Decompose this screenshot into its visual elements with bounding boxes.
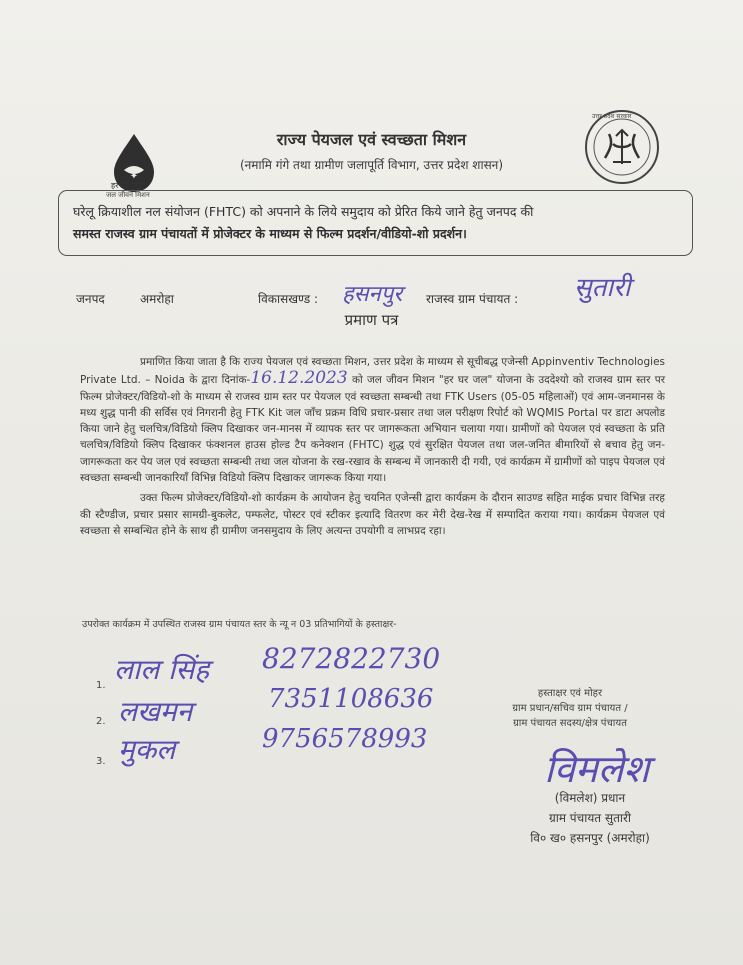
org-subtitle: (नमामि गंगे तथा ग्रामीण जलापूर्ति विभाग, उत्तर प्रदेश शासन): [239, 158, 504, 172]
district-label: जनपद: [76, 292, 105, 306]
participant-1-name: लाल सिंह: [114, 653, 210, 686]
logo-caption-2: जल जीवन मिशन: [106, 191, 150, 199]
block-handwritten-value: हसनपुर: [342, 282, 403, 307]
org-title: राज्य पेयजल एवं स्वच्छता मिशन: [276, 130, 467, 149]
pradhan-signature: विमलेश: [544, 747, 650, 791]
block-label: विकासखण्ड :: [258, 292, 319, 306]
participant-3-number: 3.: [96, 756, 106, 767]
panchayat-handwritten-value: सुतारी: [574, 273, 631, 303]
subject-line-1: घरेलू क्रियाशील नल संयोजन (FHTC) को अपनाने के लिये समुदाय को प्रेरित किये जाने हेतु जनपद की: [73, 204, 534, 219]
svg-text:✦: ✦: [129, 171, 139, 182]
body-paragraph-1: [80, 354, 665, 486]
stamp-line-1: (विमलेश) प्रधान: [554, 791, 626, 805]
handwritten-date: 16.12.2023: [250, 368, 348, 389]
stamp-line-2: ग्राम पंचायत सुतारी: [548, 811, 632, 825]
participant-1-phone: 8272822730: [262, 642, 441, 675]
stamp-line-3: वि० ख० हसनपुर (अमरोहा): [530, 831, 650, 845]
participant-2-phone: 7351108636: [268, 684, 434, 714]
body-text-1a: प्रमाणित किया जाता है कि राज्य पेयजल एवं स्वच्छता मिशन, उत्तर प्रदेश के माध्यम से सूचीबद्ध एजेन्सी Appinventiv Technologies Private Ltd. – Noida के द्वारा दिनांक-: [80, 356, 665, 387]
signature-label-3: ग्राम पंचायत सदस्य/क्षेत्र पंचायत: [513, 718, 627, 729]
participant-2-number: 2.: [96, 716, 106, 727]
signature-label-1: हस्ताक्षर एवं मोहर: [537, 688, 603, 699]
subject-box: [58, 190, 693, 256]
logo-caption-1: हर घर जल: [111, 181, 143, 190]
body-paragraph-2: उक्त फिल्म प्रोजेक्टर/विडियो-शो कार्यक्रम के आयोजन हेतु चयनित एजेन्सी द्वारा कार्यक्रम के दौरान साउण्ड सहित माईक प्रचार विभिन्न तरह की स्टैण्डीज, प्रचार प्रसार सामग्री-बुकलेट, पम्फलेट, पोस्टर एवं स्टीकर इत्यादि वितरण कर मेरी देख-रेख में सम्पादित कराया गया। कार्यक्रम पेयजल एवं स्वच्छता से सम्बन्धित होने के साथ ही ग्रामीण जनसमुदाय के लिए अत्यन्त उपयोगी व लाभप्रद रहा।: [80, 492, 665, 537]
signature-label: [480, 686, 660, 731]
participant-2-name: लखमन: [118, 695, 193, 728]
district-value: अमरोहा: [140, 292, 174, 306]
signature-label-2: ग्राम प्रधान/सचिव ग्राम पंचायत /: [512, 703, 628, 714]
emblem-caption: उत्तर प्रदेश सरकार: [592, 113, 632, 120]
participant-3-name: मुकल: [118, 733, 176, 766]
participant-1-number: 1.: [96, 680, 106, 691]
official-stamp: [490, 788, 690, 848]
panchayat-label: राजस्व ग्राम पंचायत :: [426, 292, 519, 306]
participants-note: उपरोक्त कार्यक्रम में उपस्थित राजस्व ग्राम पंचायत स्तर के न्यू न 03 प्रतिभागियों के हस्ताक्षर-: [82, 619, 397, 630]
subject-line-2: समस्त राजस्व ग्राम पंचायतों में प्रोजेक्टर के माध्यम से फिल्म प्रदर्शन/वीडियो-शो प्रदर्शन।: [73, 226, 467, 241]
certificate-title: प्रमाण पत्र: [344, 311, 399, 329]
certificate-body: [80, 354, 665, 539]
participant-3-phone: 9756578993: [262, 724, 428, 754]
body-text-1b: को जल जीवन मिशन "हर घर जल" योजना के उददेश्यो को राजस्व ग्राम स्तर पर फिल्म प्रोजेक्टर/विडियो-शो के माध्यम से राजस्व ग्राम स्तर पर पेयजल एवं स्वच्छता सम्बन्धी तथा FTK Users (05-05 महिलाओं) एवं आम-जनमानस के मध्य शुद्ध पानी की सर्विस एवं निगरानी हेतु FTK Kit जल जाँच प्रक्रम विधि प्रचार-प्रसार तथा जल परीक्षण रिपोर्ट को WQMIS Portal पर डाटा अपलोड किया जाने हेतु चलचित्र/विडियो क्लिप दिखाकर जन-मानस में व्यापक स्तर पर जागरूकता अभियान चलाया गया। ग्रामीणों को पेयजल एवं स्वच्छता के प्रति चलचित्र/विडियो क्लिप दिखाकर फंक्शनल हाउस होल्ड टैप कनेक्शन (FHTC) शुद्ध एवं सुरक्षित पेयजल तथा जल-जनित बीमारियों से बचाव हेतु जन-जागरूकता कर पेय जल एवं स्वच्छता सम्बन्धी तथा जल योजना के रख-रखाव के सम्बन्ध में जानकारी दी गयी, एवं कार्यक्रम में ग्रामीणों को पाइप पेयजल एवं स्वच्छता सम्बन्धी जानकारियाँ विभिन्न विडियो क्लिप दिखाकर जागरूक किया गया।: [80, 374, 665, 485]
